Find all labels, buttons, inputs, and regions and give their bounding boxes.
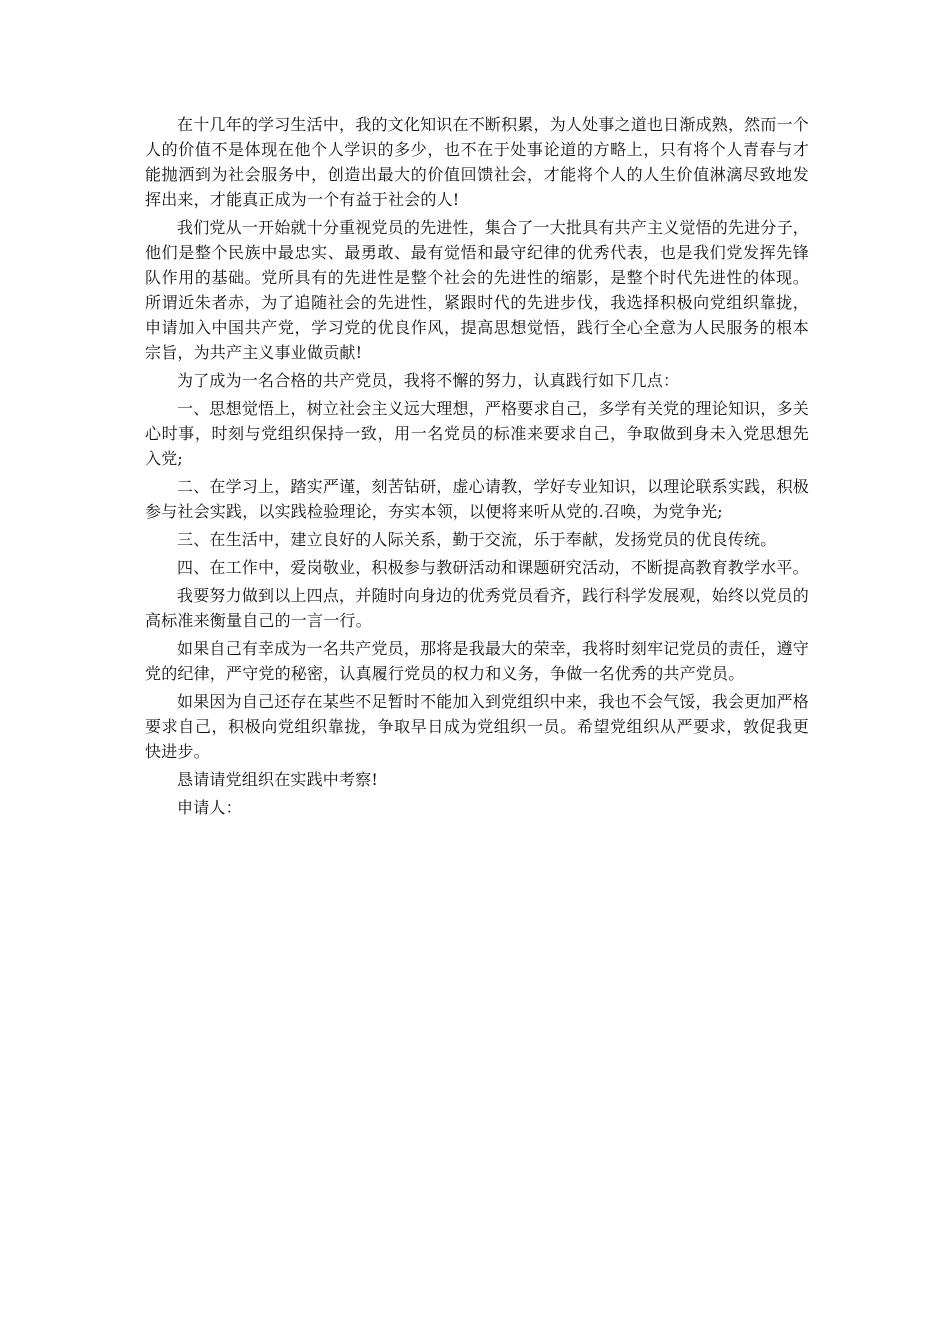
paragraph-if-accepted: 如果自己有幸成为一名共产党员，那将是我最大的荣幸，我将时刻牢记党员的责任，遵守党的纪律，严守党的秘密，认真履行党员的权力和义务，争做一名优秀的共产党员。 <box>145 639 809 683</box>
paragraph-commitment-intro: 为了成为一名合格的共产党员，我将不懈的努力，认真践行如下几点： <box>177 371 680 390</box>
paragraph-point-two: 二、在学习上，踏实严谨，刻苦钻研，虚心请教，学好专业知识，以理论联系实践，积极参与社会实践，以实践检验理论，夯实本领，以便将来听从党的.召唤，为党争光; <box>145 477 809 521</box>
paragraph-point-four: 四、在工作中，爱岗敬业，积极参与教研活动和课题研究活动，不断提高教育教学水平。 <box>177 558 809 577</box>
paragraph-point-three: 三、在生活中，建立良好的人际关系，勤于交流，乐于奉献，发扬党员的优良传统。 <box>177 530 777 549</box>
paragraph-effort: 我要努力做到以上四点，并随时向身边的优秀党员看齐，践行科学发展观，始终以党员的高标准来衡量自己的一言一行。 <box>145 586 809 630</box>
paragraph-intro: 在十几年的学习生活中，我的文化知识在不断积累，为人处事之道也日渐成熟，然而一个人的价值不是体现在他个人学识的多少，也不在于处事论道的方略上，只有将个人青春与才能抛洒到为社会服务中，创造出最大的价值回馈社会，才能将个人的人生价值淋漓尽致地发挥出来，才能真正成为一个有益于社会的人! <box>145 115 809 209</box>
applicant-label: 申请人： <box>177 798 242 817</box>
paragraph-request: 恳请请党组织在实践中考察! <box>177 770 379 789</box>
paragraph-if-not-accepted: 如果因为自己还存在某些不足暂时不能加入到党组织中来，我也不会气馁，我会更加严格要求自己，积极向党组织靠拢，争取早日成为党组织一员。希望党组织从严要求，敦促我更快进步。 <box>145 692 809 761</box>
document-body <box>145 112 809 823</box>
paragraph-party-advancement: 我们党从一开始就十分重视党员的先进性，集合了一大批具有共产主义觉悟的先进分子，他们是整个民族中最忠实、最勇敢、最有觉悟和最守纪律的优秀代表，也是我们党发挥先锋队作用的基础。党所具有的先进性是整个社会的先进性的缩影，是整个时代先进性的体现。所谓近朱者赤，为了追随社会的先进性，紧跟时代的先进步伐，我选择积极向党组织靠拢，申请加入中国共产党，学习党的优良作风，提高思想觉悟，践行全心全意为人民服务的根本宗旨，为共产主义事业做贡献! <box>145 218 809 362</box>
paragraph-point-one: 一、思想觉悟上，树立社会主义远大理想，严格要求自己，多学有关党的理论知识，多关心时事，时刻与党组织保持一致，用一名党员的标准来要求自己，争取做到身未入党思想先入党; <box>145 399 809 468</box>
